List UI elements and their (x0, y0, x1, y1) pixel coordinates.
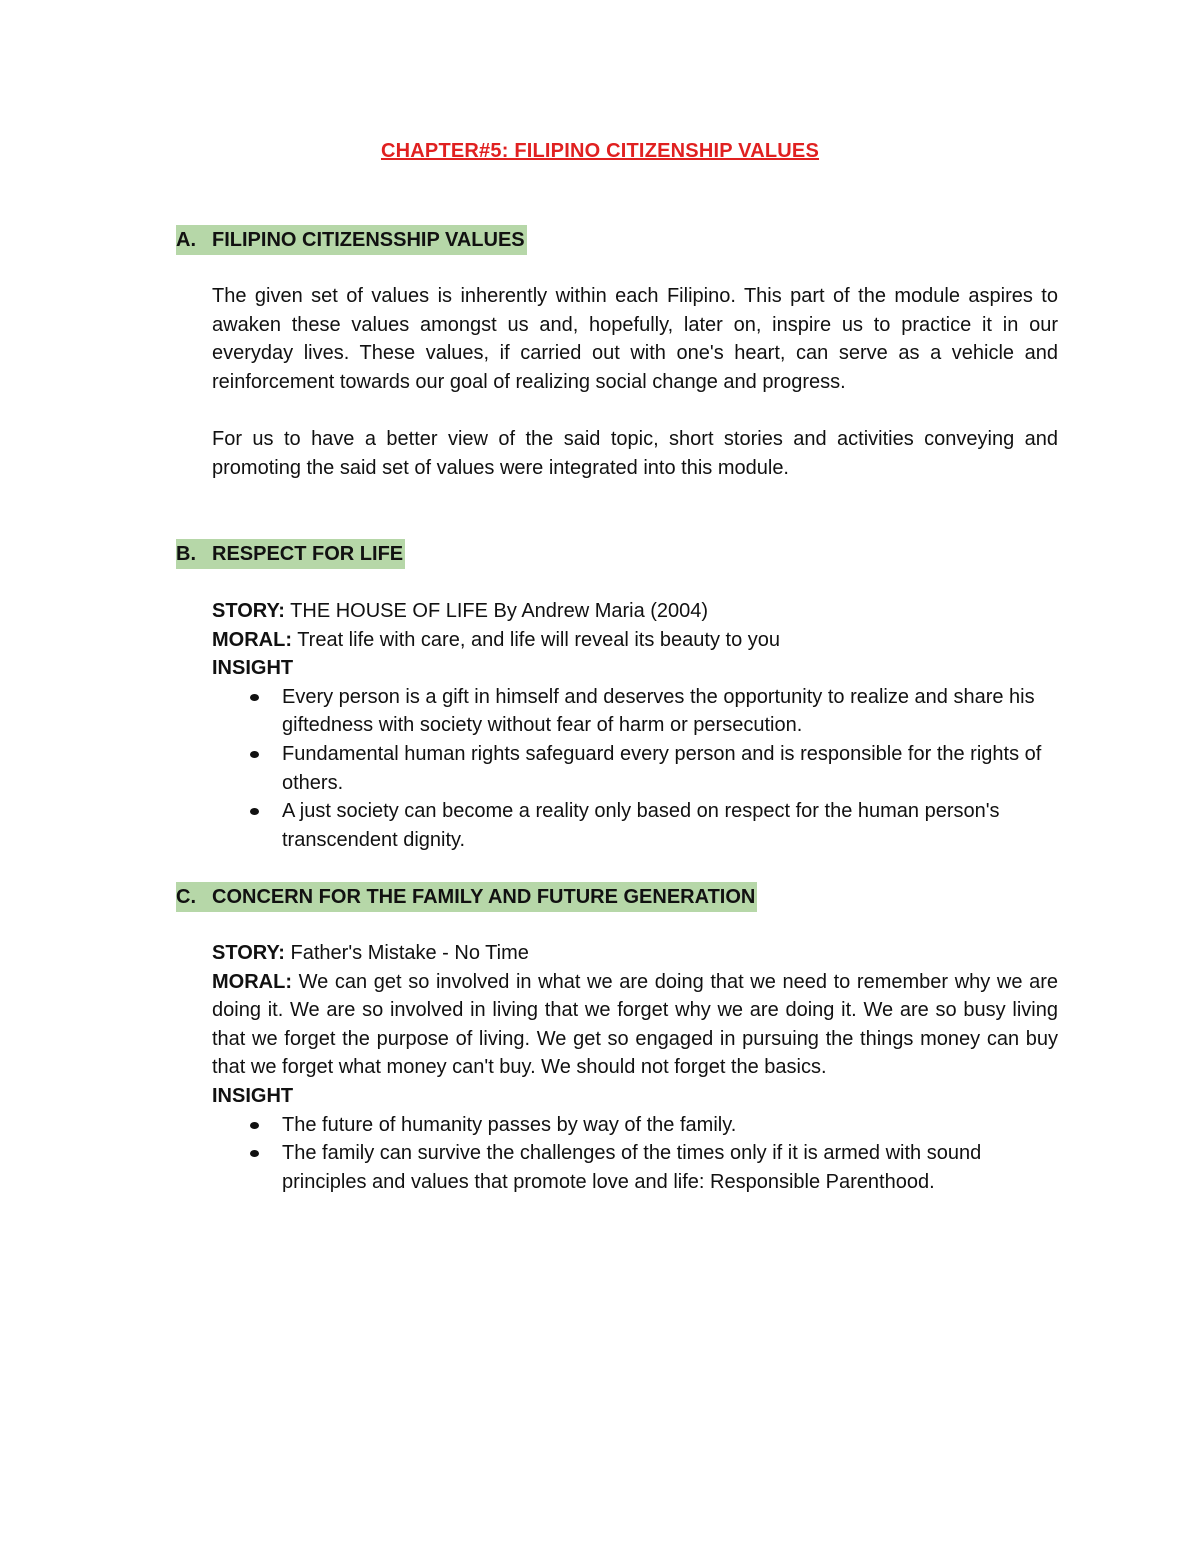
insight-list (212, 1111, 1058, 1197)
section-letter: B. (176, 543, 196, 565)
bullet-icon (250, 1150, 259, 1157)
insight-list (212, 683, 1058, 855)
insight-text: Every person is a gift in himself and deserves the opportunity to realize and share his giftedness with society without fear of harm or persecution. (282, 685, 1035, 737)
section-b-body (212, 597, 1058, 854)
intro-paragraph-2: For us to have a better view of the said topic, short stories and activities conveying and promoting the said set of values were integrated into this module. (212, 428, 1058, 479)
list-item (212, 797, 1058, 854)
story-line (212, 597, 1058, 626)
moral-line (212, 968, 1058, 1082)
moral-label: MORAL: (212, 970, 292, 993)
section-heading-a (176, 225, 527, 255)
intro-paragraph-1: The given set of values is inherently within each Filipino. This part of the module aspires to awaken these values amongst us and, hopefully, later on, inspire us to practice it in our everyday lives. These values, if carried out with one's heart, can serve as a vehicle and reinforcement towards our goal of realizing social change and progress. (212, 285, 1058, 393)
bullet-icon (250, 808, 259, 815)
section-heading-text: CONCERN FOR THE FAMILY AND FUTURE GENERATION (212, 886, 756, 908)
section-c-body (212, 939, 1058, 1196)
list-item (212, 740, 1058, 797)
section-heading-text: FILIPINO CITIZENSSHIP VALUES (212, 229, 525, 251)
story-label: STORY: (212, 600, 285, 622)
insight-text: A just society can become a reality only based on respect for the human person's transcendent dignity. (282, 800, 1000, 851)
bullet-icon (250, 751, 259, 758)
moral-text: We can get so involved in what we are doing that we need to remember why we are doing it. We are so involved in living that we forget why we are doing it. We are so busy living that we forget the purpose of living. We get so engaged in pursuing the things money can buy that we forget what money can't buy. We should not forget the basics. (212, 970, 1058, 1079)
story-text: THE HOUSE OF LIFE By Andrew Maria (2004) (290, 600, 709, 622)
bullet-icon (250, 694, 259, 701)
section-letter: A. (176, 229, 196, 251)
list-item (212, 1139, 1058, 1196)
story-line (212, 939, 1058, 968)
story-label: STORY: (212, 942, 285, 964)
moral-text: Treat life with care, and life will reveal its beauty to you (297, 628, 780, 651)
chapter-title: CHAPTER#5: FILIPINO CITIZENSHIP VALUES (380, 140, 820, 162)
moral-label: MORAL: (212, 628, 292, 651)
moral-line (212, 626, 1058, 655)
section-heading-b (176, 539, 405, 569)
insight-text: The future of humanity passes by way of the family. (282, 1113, 737, 1136)
section-heading-text: RESPECT FOR LIFE (212, 543, 404, 565)
bullet-icon (250, 1122, 259, 1129)
list-item (212, 1111, 1058, 1140)
list-item (212, 683, 1058, 740)
section-letter: C. (176, 886, 196, 908)
insight-text: Fundamental human rights safeguard every person and is responsible for the rights of others. (282, 742, 1042, 794)
insight-label: INSIGHT (212, 1084, 294, 1107)
story-text: Father's Mistake - No Time (290, 942, 529, 964)
insight-text: The family can survive the challenges of the times only if it is armed with sound principles and values that promote love and life: Responsible Parenthood. (282, 1142, 982, 1193)
insight-label: INSIGHT (212, 657, 294, 680)
section-heading-c (176, 882, 757, 912)
